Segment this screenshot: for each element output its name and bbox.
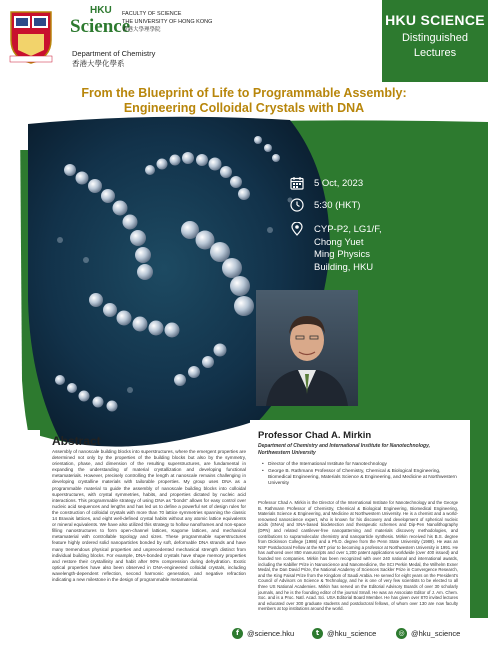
banner-sub-1: Distinguished bbox=[401, 32, 469, 44]
speaker-roles bbox=[262, 462, 458, 488]
instagram-handle: @hku_science bbox=[411, 628, 461, 638]
banner-title: HKU SCIENCE bbox=[385, 12, 485, 28]
speaker-role: • George B. Rathmann Professor of Chemistry, Chemical & Biological Engineering, Biomedical Engineering, Materials Science & Engineering, and Medicine at Northwestern University bbox=[262, 469, 458, 488]
banner-subtitle bbox=[382, 31, 488, 61]
speaker-name: Professor Chad A. Mirkin bbox=[258, 430, 372, 441]
venue-line-4: Building, HKU bbox=[314, 261, 374, 273]
abstract-heading: Abstract bbox=[52, 434, 101, 448]
faculty-line-2: THE UNIVERSITY OF HONG KONG bbox=[122, 19, 213, 25]
facebook-link[interactable] bbox=[232, 626, 294, 640]
calendar-icon bbox=[290, 176, 304, 190]
twitter-handle: @hku_science bbox=[327, 628, 377, 638]
instagram-link[interactable] bbox=[396, 626, 460, 640]
venue-text bbox=[314, 224, 382, 274]
faculty-label bbox=[122, 10, 212, 34]
time-text: 5:30 (HKT) bbox=[314, 200, 361, 211]
department-en: Department of Chemistry bbox=[72, 49, 156, 58]
location-pin-icon bbox=[290, 222, 304, 236]
science-hku-text: HKU bbox=[90, 5, 112, 16]
facebook-icon: f bbox=[232, 628, 243, 639]
faculty-line-3: 香港大學理學院 bbox=[122, 27, 161, 33]
title-line-1: From the Blueprint of Life to Programmable Assembly: bbox=[81, 86, 407, 100]
science-wordmark: Science bbox=[70, 16, 131, 37]
faculty-line-1: FACULTY OF SCIENCE bbox=[122, 11, 182, 17]
department-zh: 香港大學化學系 bbox=[72, 59, 125, 68]
distinguished-lectures-banner bbox=[382, 0, 488, 82]
facebook-handle: @science.hku bbox=[247, 628, 295, 638]
banner-sub-2: Lectures bbox=[413, 47, 457, 59]
lecture-title bbox=[30, 86, 458, 116]
speaker-affiliation: Department of Chemistry and International Institute for Nanotechnology, Northwestern University bbox=[258, 443, 431, 456]
speaker-role: • Director of the International Institute for Nanotechnology bbox=[262, 462, 458, 468]
department-label bbox=[72, 49, 155, 69]
venue-line-2: Chong Yuet bbox=[314, 236, 364, 248]
title-line-2: Engineering Colloidal Crystals with DNA bbox=[123, 101, 365, 115]
speaker-bio: Professor Chad A. Mirkin is the Director of the International Institute for Nanotechnology and the George B. Rathmann Professor of Chemistry, Chemical & Biological Engineering, Biomedical Engineering, Materials Science & Engineering, and Medicine at Northwestern University. He is a chemist and a world-renowned nanoscience expert, who is known for his discovery and development of spherical nucleic acids (SNAs) and SNA-based biodetection and therapeutic schemes and Dip-Pen Nanolithography (DPN) and related cantilever-free nanopatterning and materials discovery methodologies, and contributions to supramolecular chemistry and nanoparticle synthesis. Mirkin received his B.S. degree from Dickinson College (1986) and a Ph.D. degree from the Penn State University (1989). He was an NSF Postdoctoral Fellow at the MIT prior to becoming a professor at Northwestern University in 1991. He has authored over 850 manuscripts and over 1,200 patent applications worldwide (over 400 issued) and founded ten companies. Mirkin has been recognized with over 240 national and international awards, including the Kabiller Prize in Nanoscience and Nanomedicine, the SCI Perkin Medal, the Wilhelm Exner Medal, the Dan David Prize, the National Academy of Sciences Sackler Prize in Convergence Research, and the King Faisal Prize from the Kingdom of Saudi Arabia. He served for eight years on the President's Council of Advisors on Science & Technology, and he is one of very few scientists to be elected to all three US National Academies. Mirkin has served on the Editorial Advisory Boards of over 30 scholarly journals, and he is the founding editor of the journal Small. He was an Associate Editor of J. Am. Chem. Soc. and is a Proc. Natl. Acad. Sci. USA Editorial Board Member. He has given over 870 invited lectures and educated over 300 graduate students and postdoctoral fellows, of whom over 130 are now faculty members at top institutions around the world. bbox=[258, 500, 458, 612]
hku-crest-logo bbox=[8, 10, 54, 64]
twitter-link[interactable] bbox=[312, 626, 376, 640]
venue-line-1: CYP-P2, LG1/F, bbox=[314, 224, 382, 235]
speaker-photo bbox=[256, 290, 358, 406]
clock-icon bbox=[290, 198, 304, 212]
abstract-text: Assembly of nanoscale building blocks into superstructures, where the emergent properties are determined not only by the properties of the building blocks but also by the symmetry, orientation, phase, and dimension of the resulting superstructures, are fundamental in expanding the understanding of material crystallization and developing functional metamaterials. However, precisely controlling the length at nanoscale remains challenging in developing crystalline materials with tailorable properties. My group uses DNA as a programmable material to guide the assembly of nanoscale building blocks into colloidal superstructures, with crystal symmetries, habits, and properties dictated by nucleic acid interactions. This programmable strategy of using DNA as "bonds" allows for easy control over nucleic acid sequences and lengths and has led us to define a powerful set of design rules for the construction of colloidal crystals with more than 70 lattice symmetries spanning the classic 14 Bravais lattices, and eight well-defined crystal habits without any atomic lattice equivalents or mineral equivalents. We have also utilized this strategy to hollow nanoframes and non-space filling nanostructures to form open-channel lattices, Kagome lattices, and mechanical metamaterial with controllable topology and sizes. These programmable superstructures feature highly ordered solid nanoparticles bonded by soft, deformable DNA strands and have many tremendous physical properties and unprecedented mechanical strength distinct from individual building blocks. For example, DNA-bonded crystals have shape memory properties and restore their crystallinity and habit after 90% compression during dehydration. Exotic optical properties have also been observed in DNA-engineered colloidal crystals, including wavelength-dependent reflection, second harmonic generation, and negative refraction indicating a new milestone in the design of programmable metamaterial. bbox=[52, 449, 246, 582]
date-text: 5 Oct, 2023 bbox=[314, 178, 364, 189]
instagram-icon: ◎ bbox=[396, 628, 407, 639]
twitter-icon: t bbox=[312, 628, 323, 639]
venue-line-3: Ming Physics bbox=[314, 249, 370, 260]
